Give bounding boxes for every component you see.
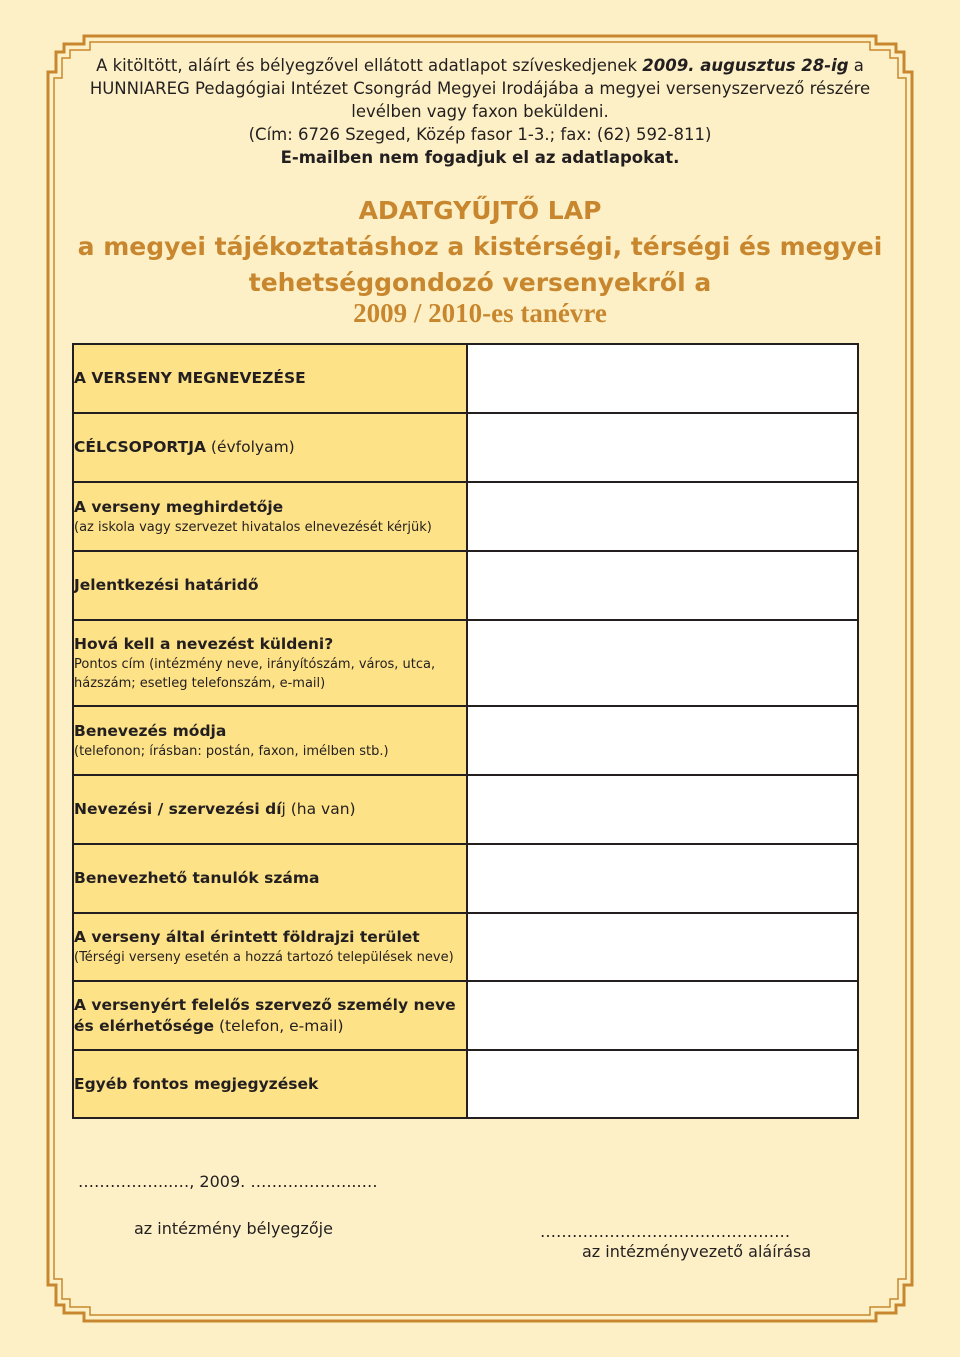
signature-label: az intézményvezető aláírása [582, 1242, 812, 1261]
form-subtitle-2: tehetséggondozó versenyekről a [248, 268, 712, 297]
deadline: 2009. augusztus 28-ig [642, 56, 849, 75]
row-label: A verseny meghirdetője (az iskola vagy szervezet hivatalos elnevezését kérjük) [73, 482, 467, 551]
row-label: Egyéb fontos megjegyzések [73, 1050, 467, 1118]
date-line[interactable]: ……………...…, 2009. ………………...… [78, 1172, 378, 1191]
instr-email-note: E-mailben nem fogadjuk el az adatlapokat. [280, 148, 680, 167]
form-row [73, 981, 858, 1050]
instr-line1-post: a [848, 56, 864, 75]
form-row [73, 706, 858, 775]
row-label: A VERSENY MEGNEVEZÉSE [73, 344, 467, 413]
instr-line2: HUNNIAREG Pedagógiai Intézet Csongrád Megyei Irodájába a megyei versenyszervező részére [89, 79, 871, 98]
school-year: 2009 / 2010-es tanévre [353, 298, 607, 328]
fee-field[interactable] [467, 775, 858, 844]
region-field[interactable] [467, 913, 858, 981]
form-row [73, 913, 858, 981]
instr-line3: levélben vagy faxon beküldeni. [351, 102, 609, 121]
data-form-table [72, 343, 859, 1119]
signature-line[interactable]: …………………………..…………… [540, 1222, 791, 1241]
row-label: Benevezhető tanulók száma [73, 844, 467, 913]
row-label: A versenyért felelős szervező személy neve és elérhetősége (telefon, e-mail) [73, 981, 467, 1050]
row-label: Benevezés módja (telefonon; írásban: postán, faxon, imélben stb.) [73, 706, 467, 775]
form-row [73, 482, 858, 551]
form-row [73, 344, 858, 413]
deadline-field[interactable] [467, 551, 858, 620]
row-label: Nevezési / szervezési díj (ha van) [73, 775, 467, 844]
row-label: A verseny által érintett földrajzi terület (Térségi verseny esetén a hozzá tartozó települések neve) [73, 913, 467, 981]
entry-method-field[interactable] [467, 706, 858, 775]
instructions [60, 54, 900, 169]
target-group-field[interactable] [467, 413, 858, 482]
contact-person-field[interactable] [467, 981, 858, 1050]
form-subtitle-1: a megyei tájékoztatáshoz a kistérségi, térségi és megyei [77, 232, 883, 261]
form-row [73, 775, 858, 844]
stamp-label: az intézmény bélyegzője [134, 1219, 333, 1238]
row-label: Hová kell a nevezést küldeni? Pontos cím (intézmény neve, irányítószám, város, utca, házszám; esetleg telefonszám, e-mail) [73, 620, 467, 706]
form-row [73, 844, 858, 913]
form-row [73, 551, 858, 620]
notes-field[interactable] [467, 1050, 858, 1118]
instr-address: (Cím: 6726 Szeged, Közép fasor 1-3.; fax: (62) 592-811) [248, 125, 712, 144]
form-row [73, 620, 858, 706]
row-label: Jelentkezési határidő [73, 551, 467, 620]
form-row [73, 413, 858, 482]
competition-name-field[interactable] [467, 344, 858, 413]
form-title: ADATGYŰJTŐ LAP [358, 196, 602, 225]
organizer-field[interactable] [467, 482, 858, 551]
student-count-field[interactable] [467, 844, 858, 913]
row-label: CÉLCSOPORTJA (évfolyam) [73, 413, 467, 482]
instr-line1-pre: A kitöltött, aláírt és bélyegzővel ellátott adatlapot szíveskedjenek [96, 56, 643, 75]
address-field[interactable] [467, 620, 858, 706]
form-row [73, 1050, 858, 1118]
